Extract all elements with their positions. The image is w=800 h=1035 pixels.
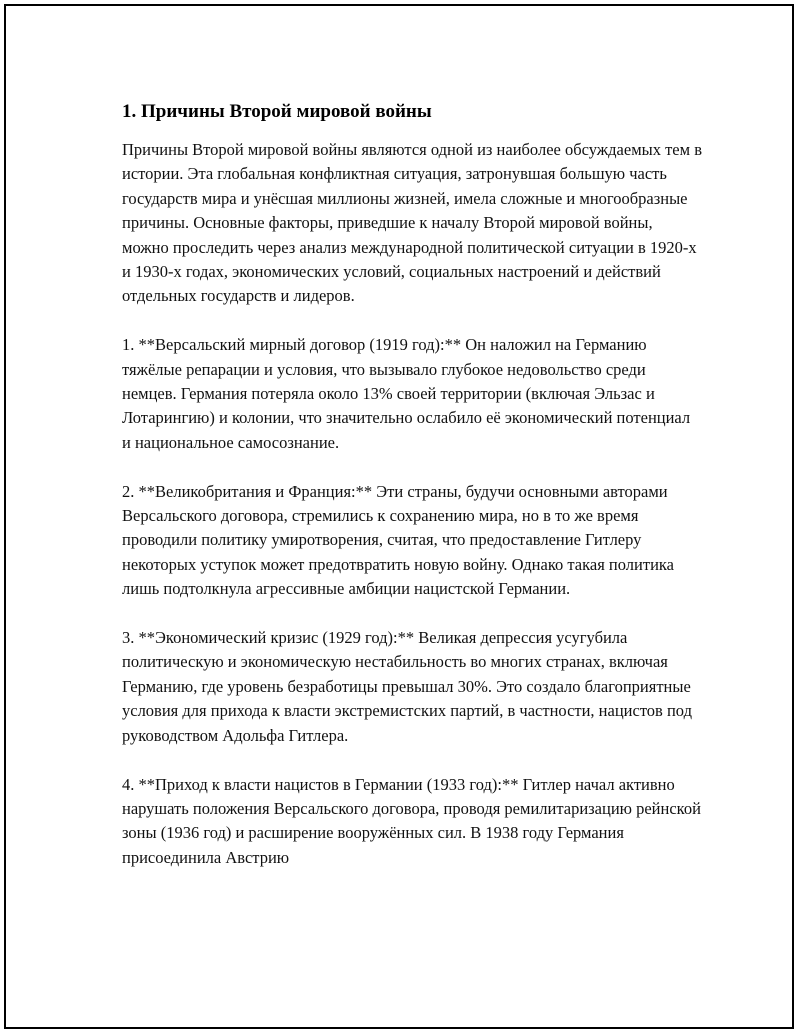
document-body [122, 98, 702, 895]
paragraph-versailles: 1. **Версальский мирный договор (1919 год):** Он наложил на Германию тяжёлые репарации и условия, что вызывало глубокое недовольство среди немцев. Германия потеряла около 13% своей территории (включая Эльзас и Лотарингию) и колонии, что значительно ослабило её экономический потенциал и национальное самосознание. [122, 335, 691, 452]
section-heading: 1. Причины Второй мировой войны [122, 101, 432, 122]
paragraph-economic-crisis: 3. **Экономический кризис (1929 год):** Великая депрессия усугубила политическую и экономическую нестабильность во многих странах, включая Германию, где уровень безработицы превышал 30%. Это создало благоприятные условия для прихода к власти экстремистских партий, в частности, нацистов под руководством Адольфа Гитлера. [122, 628, 692, 745]
paragraph-nazi-rise: 4. **Приход к власти нацистов в Германии (1933 год):** Гитлер начал активно нарушать положения Версальского договора, проводя ремилитаризацию рейнской зоны (1936 год) и расширение вооружённых сил. В 1938 году Германия присоединила Австрию [122, 774, 701, 867]
intro-paragraph: Причины Второй мировой войны являются одной из наиболее обсуждаемых тем в истории. Эта глобальная конфликтная ситуация, затронувшая большую часть государств мира и унёсшая миллионы жизней, имела сложные и многообразные причины. Основные факторы, приведшие к началу Второй мировой войны, можно проследить через анализ международной политической ситуации в 1920-х и 1930-х годах, экономических условий, социальных настроений и действий отдельных государств и лидеров. [122, 140, 702, 306]
document-page [4, 4, 794, 1029]
paragraph-britain-france: 2. **Великобритания и Франция:** Эти страны, будучи основными авторами Версальского договора, стремились к сохранению мира, но в то же время проводили политику умиротворения, считая, что предоставление Гитлеру некоторых уступок может предотвратить новую войну. Однако такая политика лишь подтолкнула агрессивные амбиции нацистской Германии. [122, 481, 674, 599]
